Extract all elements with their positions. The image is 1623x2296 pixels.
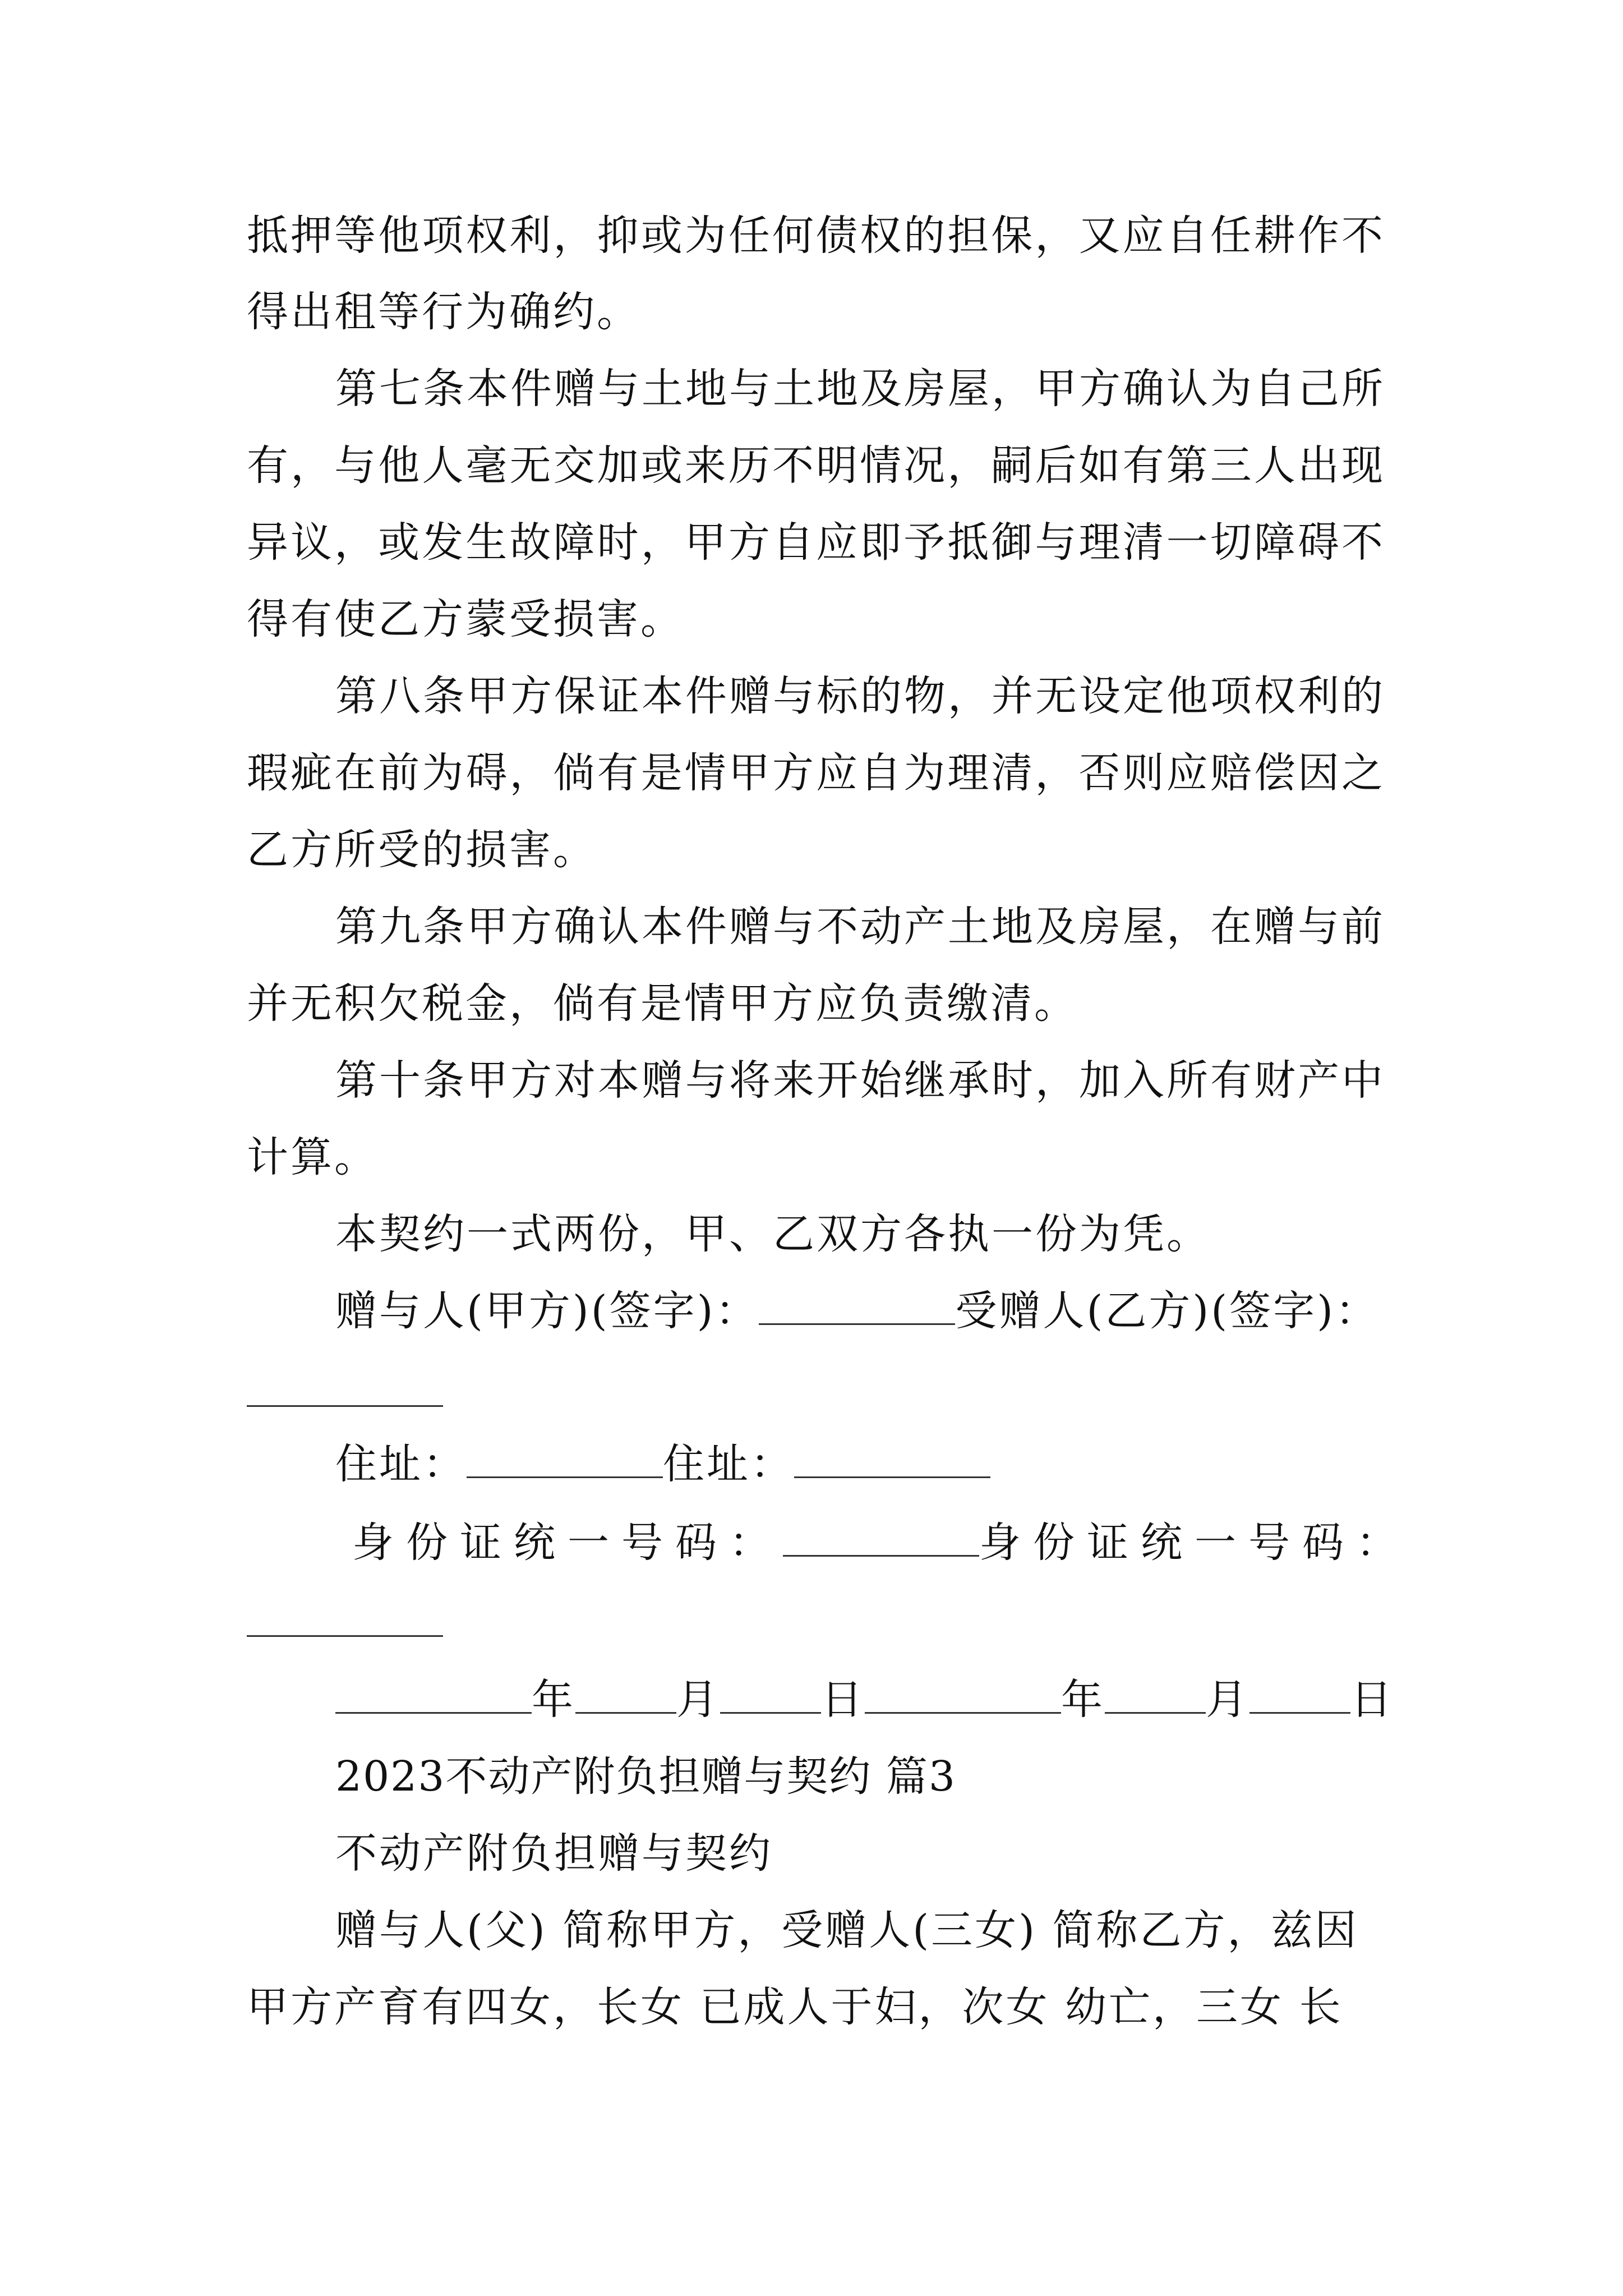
id-number-row	[352, 1515, 1410, 1571]
donee-address-blank[interactable]	[794, 1442, 990, 1478]
donor-address-blank[interactable]	[467, 1442, 663, 1478]
donee-address-label: 住址：	[663, 1440, 794, 1488]
paragraph-line: 赠与人(父) 简称甲方，受赠人(三女) 简称乙方，兹因	[335, 1906, 1359, 1954]
article-8-line: 第八条甲方保证本件赠与标的物，并无设定他项权利的	[335, 672, 1385, 720]
article-10-line: 第十条甲方对本赠与将来开始继承时，加入所有财产中	[335, 1056, 1385, 1105]
donor-month-blank[interactable]	[575, 1677, 676, 1714]
donee-year-blank[interactable]	[865, 1677, 1061, 1714]
donor-id-label: 身份证统一号码：	[352, 1519, 783, 1567]
paragraph-line: 得出租等行为确约。	[247, 288, 640, 336]
paragraph-line: 并无积欠税金，倘有是情甲方应负责缴清。	[247, 979, 1078, 1028]
donor-signature-blank[interactable]	[759, 1289, 955, 1325]
year-label: 年	[532, 1676, 575, 1724]
donee-id-label: 身份证统一号码：	[979, 1519, 1410, 1567]
donee-month-blank[interactable]	[1105, 1677, 1206, 1714]
signature-row	[335, 1283, 1401, 1339]
donee-id-blank[interactable]	[247, 1635, 443, 1637]
donee-signature-label: 受赠人(乙方)(签字)：	[955, 1287, 1379, 1335]
month-label: 月	[676, 1676, 720, 1724]
paragraph-line: 计算。	[247, 1133, 378, 1181]
day-label: 日	[821, 1676, 865, 1724]
month-label: 月	[1206, 1676, 1249, 1724]
paragraph-line: 甲方产育有四女，长女 已成人于妇，次女 幼亡，三女 长	[247, 1983, 1343, 2031]
donor-id-blank[interactable]	[783, 1520, 979, 1557]
article-9-line: 第九条甲方确认本件赠与不动产土地及房屋，在赠与前	[335, 903, 1385, 951]
paragraph-line: 乙方所受的损害。	[247, 826, 597, 874]
copies-clause: 本契约一式两份，甲、乙双方各执一份为凭。	[335, 1210, 1210, 1258]
date-row	[335, 1672, 1401, 1728]
donee-signature-blank[interactable]	[247, 1405, 443, 1407]
donor-day-blank[interactable]	[720, 1677, 821, 1714]
section-subtitle: 不动产附负担赠与契约	[335, 1829, 773, 1878]
donor-year-blank[interactable]	[335, 1677, 532, 1714]
donor-signature-label: 赠与人(甲方)(签字)：	[335, 1287, 759, 1335]
paragraph-line: 抵押等他项权利，抑或为任何债权的担保，又应自任耕作不	[247, 211, 1385, 260]
donee-day-blank[interactable]	[1249, 1677, 1350, 1714]
paragraph-line: 瑕疵在前为碍，倘有是情甲方应自为理清，否则应赔偿因之	[247, 749, 1385, 797]
paragraph-line: 异议，或发生故障时，甲方自应即予抵御与理清一切障碍不	[247, 518, 1385, 567]
day-label: 日	[1350, 1676, 1394, 1724]
donor-address-label: 住址：	[335, 1440, 467, 1488]
address-row	[335, 1436, 1474, 1492]
paragraph-line: 得有使乙方蒙受损害。	[247, 595, 684, 643]
article-7-line: 第七条本件赠与土地与土地及房屋，甲方确认为自己所	[335, 365, 1385, 413]
section-heading: 2023不动产附负担赠与契约 篇3	[335, 1752, 956, 1801]
year-label: 年	[1061, 1676, 1105, 1724]
paragraph-line: 有，与他人毫无交加或来历不明情况，嗣后如有第三人出现	[247, 441, 1385, 490]
